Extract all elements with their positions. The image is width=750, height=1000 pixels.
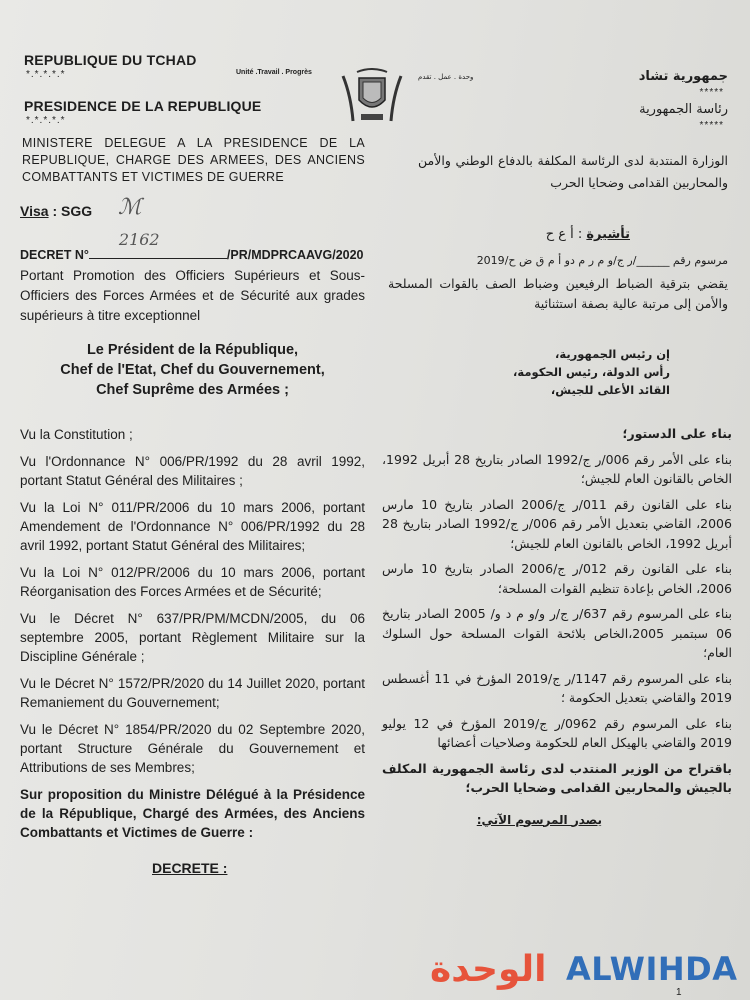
ministry-fr: MINISTERE DELEGUE A LA PRESIDENCE DE LA REPUBLIQUE, CHARGE DES ARMEES, DES ANCIENS COMBATTANTS ET VICTIMES DE GUERRE xyxy=(22,136,365,184)
presidency-fr: PRESIDENCE DE LA REPUBLIQUE xyxy=(24,98,262,114)
handwritten-signature: ℳ xyxy=(118,195,142,220)
consideration-ar: بناء على القانون رقم 011/ر ج/2006 الصادر بتاريخ 10 مارس 2006، القاضي بتعديل الأمر رقم 006/ر ج/1992 الصادر بتاريخ 28 أبريل 1992، الخاص بالقانون العام للجيش؛ xyxy=(382,496,732,551)
president-line: إن رئيس الجمهورية، xyxy=(555,347,670,361)
consideration-ar: بناء على الأمر رقم 006/ر ج/1992 الصادر بتاريخ 28 أبريل 1992، الخاص بالقانون العام للجيش؛ xyxy=(382,451,732,486)
stars-divider: ***** xyxy=(699,120,724,131)
watermark-arabic-logo: الوحدة xyxy=(430,949,547,990)
president-title-fr xyxy=(20,340,365,400)
consideration-fr: Vu le Décret N° 1572/PR/2020 du 14 Juillet 2020, portant Remaniement du Gouvernement; xyxy=(20,676,365,710)
decrete-ar: يصدر المرسوم الآتي: xyxy=(476,812,602,827)
stars-divider: *.*.*.*.* xyxy=(26,115,66,126)
consideration-fr: Vu la Constitution ; xyxy=(20,427,133,442)
consideration-fr: Vu la Loi N° 012/PR/2006 du 10 mars 2006, portant Réorganisation des Forces Armées et de Sécurité; xyxy=(20,565,365,599)
visa-label: Visa xyxy=(20,203,49,219)
coat-of-arms-icon xyxy=(337,68,407,126)
consideration-fr: Vu le Décret N° 637/PR/PM/MCDN/2005, du 06 septembre 2005, portant Règlement Militaire sur la Discipline Générale ; xyxy=(20,611,365,664)
visa-ar-value: : أ ع ح xyxy=(545,227,583,242)
stars-divider: ***** xyxy=(699,87,724,98)
consideration-ar: بناء على الدستور؛ xyxy=(622,426,732,441)
consideration-fr: Vu l'Ordonnance N° 006/PR/1992 du 28 avril 1992, portant Statut Général des Militaires ; xyxy=(20,454,365,488)
consideration-ar: بناء على المرسوم رقم 1147/ر ج/2019 المؤرخ في 11 أغسطس 2019 والقاضي بتعديل الحكومة ؛ xyxy=(382,670,732,705)
consideration-ar: بناء على المرسوم رقم 637/ر ج/ر و/و م د و/ 2005 الصادر بتاريخ 06 سبتمبر 2005،الخاص بلائحة القوات المسلحة حول السلوك العام؛ xyxy=(382,606,732,660)
considerations-fr xyxy=(20,425,365,877)
decrete-fr: DECRETE : xyxy=(152,860,228,876)
proposal-fr: Sur proposition du Ministre Délégué à la Présidence de la République, Chargé des Armées, des Anciens Combattants et Victimes de Guerre : xyxy=(20,787,365,840)
ministry-ar: الوزارة المنتدبة لدى الرئاسة المكلفة بالدفاع الوطني والأمن والمحاربين القدامى وضحايا الحرب xyxy=(418,153,728,190)
visa-value: : SGG xyxy=(52,203,93,219)
presidency-ar: رئاسة الجمهورية xyxy=(639,102,728,117)
decree-number-handwritten: 2162 xyxy=(118,230,160,249)
consideration-fr: Vu la Loi N° 011/PR/2006 du 10 mars 2006, portant Amendement de l'Ordonnance N° 006/PR/1992 du 28 avril 1992, portant Statut Général des Militaires; xyxy=(20,500,365,553)
stars-divider: *.*.*.*.* xyxy=(26,69,66,80)
decree-subject-ar: يقضي بترقية الضباط الرفيعين وضباط الصف بالقوات المسلحة والأمن إلى مرتبة عالية بصفة استثنائية xyxy=(388,276,728,311)
decree-suffix: /PR/MDPRCAAVG/2020 xyxy=(226,248,364,262)
considerations-ar xyxy=(382,424,732,828)
country-name-ar: جمهورية تشاد xyxy=(638,69,728,84)
country-name-fr: REPUBLIQUE DU TCHAD xyxy=(24,52,197,68)
decree-number-ar: مرسوم رقم ______/ر ج/و م ر م دو أ م ق ض ح/2019 xyxy=(476,254,728,267)
president-title-ar xyxy=(513,345,670,399)
consideration-fr: Vu le Décret N° 1854/PR/2020 du 02 Septembre 2020, portant Structure Générale du Gouvernement et Attributions de ses Membres; xyxy=(20,722,365,775)
visa-ar-label: تأشيرة xyxy=(586,227,630,242)
proposal-ar: باقتراح من الوزير المنتدب لدى رئاسة الجمهورية المكلف بالجيش والمحاربين القدامى وضحايا الحرب؛ xyxy=(382,760,732,795)
motto-ar: وحدة . عمل . تقدم xyxy=(418,73,474,81)
president-line: القائد الأعلى للجيش، xyxy=(550,383,670,397)
president-line: Le Président de la République, xyxy=(86,342,299,358)
decree-label: DECRET N° xyxy=(20,248,89,262)
consideration-ar: بناء على المرسوم رقم 0962/ر ج/2019 المؤرخ في 12 يوليو 2019 والقاضي بالهيكل العام للحكومة وصلاحيات أعضائها xyxy=(382,715,732,750)
decree-subject-fr: Portant Promotion des Officiers Supérieurs et Sous-Officiers des Forces Armées et de Sécurité aux grades supérieurs à titre exceptionnel xyxy=(20,268,365,323)
motto-fr: Unité .Travail . Progrès xyxy=(236,69,312,76)
visa-line xyxy=(20,203,92,220)
watermark-logo: ALWIHDA xyxy=(566,950,738,988)
president-line: Chef de l'Etat, Chef du Gouvernement, xyxy=(60,362,325,378)
page-number: 1 xyxy=(676,987,682,998)
consideration-ar: بناء على القانون رقم 012/ر ج/2006 الصادر بتاريخ 10 مارس 2006، الخاص بإعادة تنظيم القوات المسلحة؛ xyxy=(382,561,732,596)
decree-number-line xyxy=(20,230,365,263)
president-line: رأس الدولة، رئيس الحكومة، xyxy=(513,365,670,379)
president-line: Chef Suprême des Armées ; xyxy=(96,382,289,398)
visa-ar xyxy=(546,226,630,243)
